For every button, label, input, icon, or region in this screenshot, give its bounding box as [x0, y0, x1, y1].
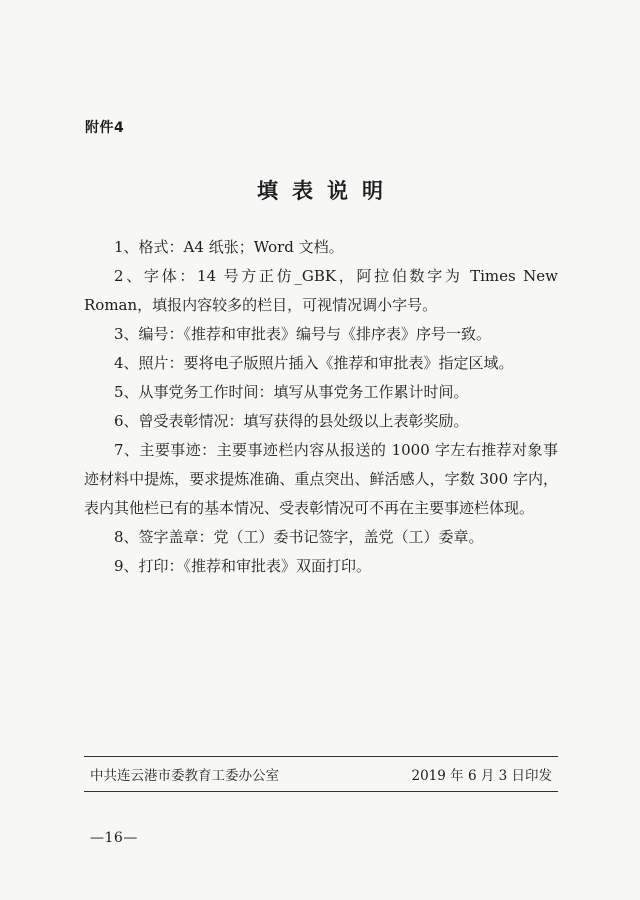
page-number: —16—: [90, 830, 138, 846]
instruction-item-5: 5、从事党务工作时间：填写从事党务工作累计时间。: [114, 383, 469, 401]
instruction-item-2: 2、字体：14 号方正仿_GBK，阿拉伯数字为 Times New Roman，填报内容较多的栏目，可视情况调小字号。: [84, 267, 558, 314]
instruction-item-8: 8、签字盖章：党（工）委书记签字，盖党（工）委章。: [114, 528, 484, 546]
instruction-item-1: 1、格式：A4 纸张；Word 文档。: [114, 238, 344, 256]
instruction-item-6: 6、曾受表彰情况：填写获得的县处级以上表彰奖励。: [114, 412, 469, 430]
instruction-item-7: 7、主要事迹：主要事迹栏内容从报送的 1000 字左右推荐对象事迹材料中提炼，要求提炼准确、重点突出、鲜活感人，字数 300 字内，表内其他栏已有的基本情况、受表彰情况可不再在主要事迹栏体现。: [84, 441, 558, 517]
issue-date: 2019 年 6 月 3 日印发: [411, 768, 552, 784]
instructions-body: [84, 233, 558, 581]
issuance-footer: [84, 756, 558, 792]
instruction-item-4: 4、照片：要将电子版照片插入《推荐和审批表》指定区域。: [114, 354, 514, 372]
instruction-item-3: 3、编号：《推荐和审批表》编号与《排序表》序号一致。: [114, 325, 492, 343]
issuer-name: 中共连云港市委教育工委办公室: [90, 768, 279, 784]
attachment-label: 附件4: [85, 120, 125, 136]
instruction-item-9: 9、打印：《推荐和审批表》双面打印。: [114, 557, 372, 575]
page-title: 填表说明: [257, 179, 397, 203]
